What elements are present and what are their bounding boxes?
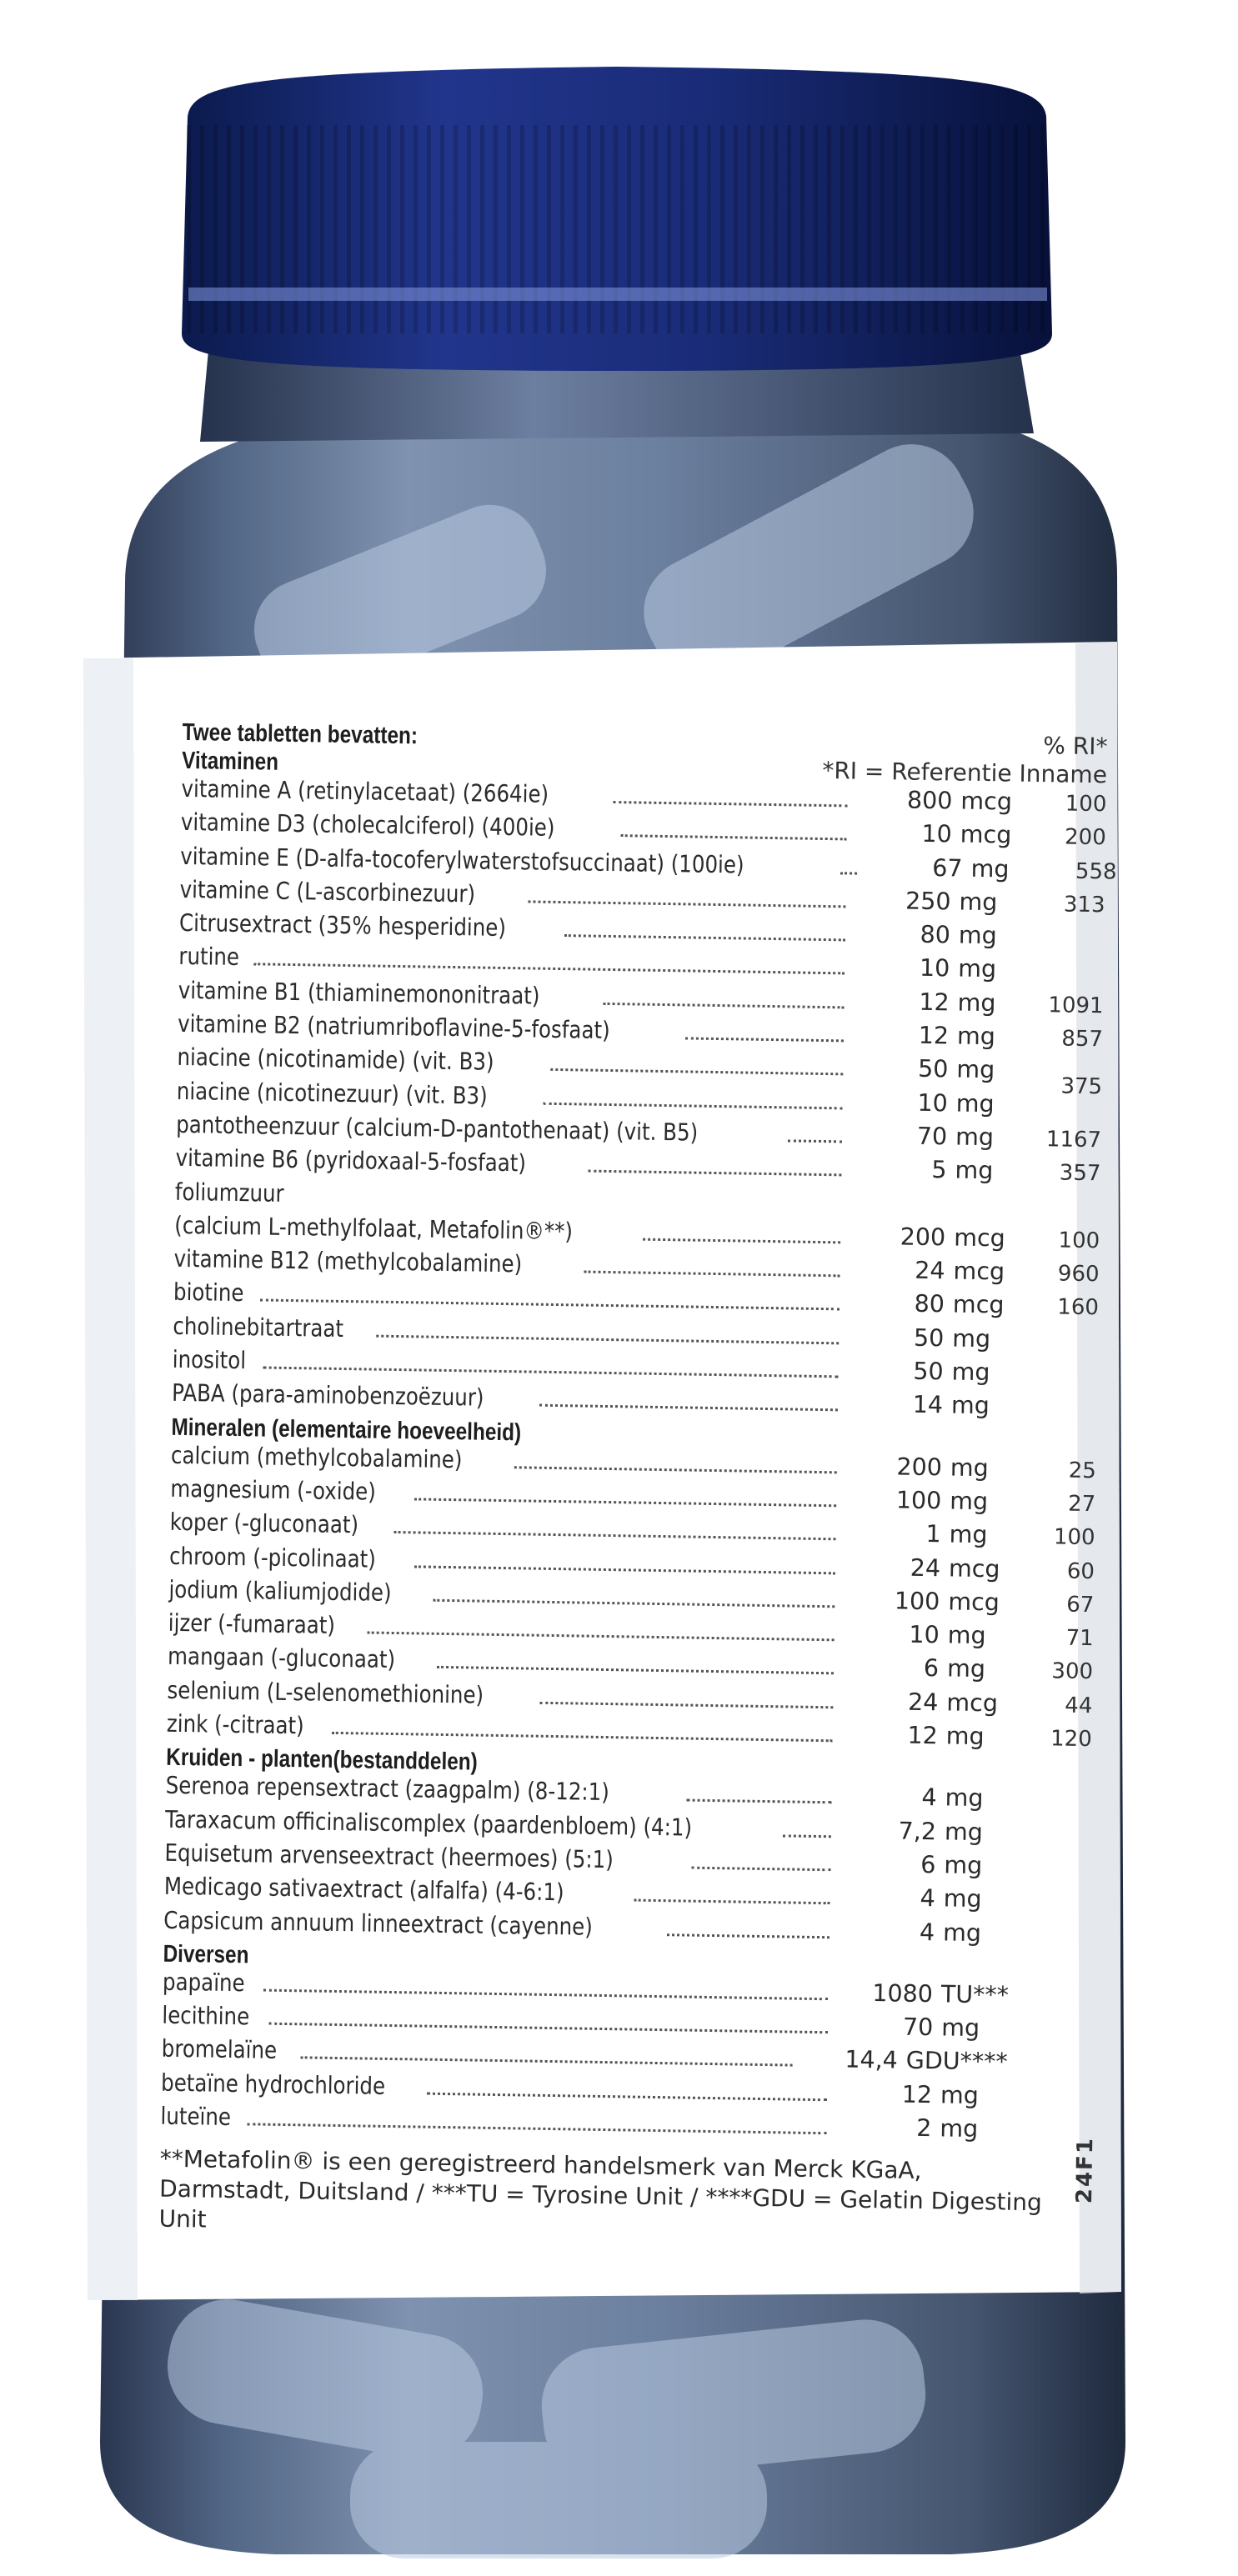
ingredient-name: ijzer (-fumaraat) xyxy=(168,1608,336,1640)
ingredient-unit: mg xyxy=(949,1487,989,1516)
ingredient-unit: mg xyxy=(942,1918,982,1947)
ingredient-name: koper (-gluconaat) xyxy=(169,1508,359,1539)
ingredient-ri xyxy=(1018,1414,1097,1415)
dot-leader xyxy=(564,934,845,941)
ingredient-name: selenium (L-selenomethionine) xyxy=(167,1676,484,1709)
ingredient-amount: 200 xyxy=(896,1453,943,1481)
ingredient-unit xyxy=(946,1212,1021,1213)
ingredient-name: papaïne xyxy=(162,1968,245,1998)
dot-leader xyxy=(588,1170,841,1177)
dot-leader xyxy=(686,1799,831,1804)
dot-leader xyxy=(433,1599,835,1608)
ingredient-amount: 67 xyxy=(932,853,963,883)
ingredient-amount: 80 xyxy=(914,1290,945,1318)
dot-leader xyxy=(539,1404,838,1412)
ingredient-unit: mg xyxy=(958,955,997,983)
intro-heading: Twee tabletten bevatten: xyxy=(182,718,419,750)
ingredient-unit: mg xyxy=(944,1851,983,1880)
ingredient-unit: mg xyxy=(956,1022,996,1051)
section-title: Mineralen (elementaire hoeveelheid) xyxy=(171,1413,522,1447)
ingredient-amount: 1 xyxy=(925,1520,941,1548)
ingredient-amount: 4 xyxy=(921,1783,937,1812)
dot-leader xyxy=(550,1068,843,1076)
ingredient-unit: mcg xyxy=(952,1290,1005,1319)
ingredient-amount: 2 xyxy=(916,2113,932,2143)
ingredient-ri: 200 xyxy=(1064,824,1107,851)
dot-leader xyxy=(248,2123,827,2134)
dot-leader xyxy=(783,1834,831,1838)
ingredient-name: Equisetum arvenseextract (heermoes) (5:1) xyxy=(164,1838,614,1874)
dot-leader xyxy=(840,872,857,874)
ingredient-amount: 14,4 xyxy=(845,2045,899,2074)
dot-leader xyxy=(427,2092,827,2101)
ingredient-unit: mg xyxy=(959,888,998,917)
dot-leader xyxy=(263,1988,828,2000)
ingredient-ri xyxy=(1011,1840,1090,1841)
ingredient-name: luteïne xyxy=(160,2102,232,2131)
ingredient-ri: 300 xyxy=(1051,1658,1094,1685)
ingredient-name: niacine (nicotinamide) (vit. B3) xyxy=(177,1043,494,1077)
dot-leader xyxy=(414,1565,835,1574)
ingredient-name: vitamine B1 (thiaminemononitraat) xyxy=(178,976,540,1010)
ingredient-amount: 24 xyxy=(910,1553,941,1582)
ingredient-name: niacine (nicotinezuur) (vit. B3) xyxy=(176,1077,488,1110)
ingredient-ri: 100 xyxy=(1053,1524,1095,1551)
ingredient-unit: mg xyxy=(945,1722,985,1751)
ingredient-unit: mg xyxy=(940,2114,979,2143)
ingredient-name: pantotheenzuur (calcium-D-pantothenaat) (vit. B5) xyxy=(175,1110,699,1147)
dot-leader xyxy=(514,1466,837,1473)
ingredient-amount: 10 xyxy=(917,1088,949,1118)
ingredient-amount: 1080 xyxy=(872,1978,934,2008)
ingredient-amount: 10 xyxy=(921,820,953,848)
ingredient-name: Serenoa repensextract (zaagpalm) (8-12:1) xyxy=(165,1772,610,1807)
ingredient-amount: 70 xyxy=(902,2013,934,2042)
ingredient-amount: 80 xyxy=(920,920,951,949)
ingredient-ri: 960 xyxy=(1057,1261,1100,1288)
ingredient-amount: 24 xyxy=(907,1688,939,1716)
ingredient-name: chroom (-picolinaat) xyxy=(168,1542,377,1573)
ingredient-ri: 357 xyxy=(1059,1160,1101,1187)
ingredient-unit: mg xyxy=(950,1391,990,1420)
ingredient-unit: mg xyxy=(940,2081,980,2109)
ingredient-name: cholinebitartraat xyxy=(173,1312,344,1343)
ingredient-sections xyxy=(160,747,1117,2151)
ingredient-name: Capsicum annuum linneextract (cayenne) xyxy=(163,1906,594,1941)
ingredient-name: betaïne hydrochloride xyxy=(160,2068,386,2100)
ingredient-ri xyxy=(1007,2103,1086,2104)
dot-leader xyxy=(788,1139,842,1143)
ingredient-name: rutine xyxy=(178,943,240,972)
ingredient-unit: GDU**** xyxy=(905,2047,1008,2077)
ingredient-name: inositol xyxy=(172,1345,247,1375)
dot-leader xyxy=(268,2023,828,2034)
ingredient-unit: mg xyxy=(945,1783,984,1813)
ingredient-amount: 12 xyxy=(918,1021,950,1050)
ingredient-amount: 10 xyxy=(909,1620,940,1649)
ingredient-amount: 4 xyxy=(919,1918,935,1946)
ingredient-amount: 10 xyxy=(919,954,950,983)
ingredient-unit: mcg xyxy=(948,1588,1000,1617)
ingredient-amount: 24 xyxy=(915,1256,945,1285)
dot-leader xyxy=(667,1933,830,1938)
dot-leader xyxy=(620,834,846,840)
ingredient-name: calcium (methylcobalamine) xyxy=(170,1441,463,1473)
ingredient-unit: mg xyxy=(944,1818,984,1846)
ingredient-unit: mg xyxy=(949,1520,988,1549)
ingredient-unit: mg xyxy=(955,1156,994,1185)
ingredient-ri: 71 xyxy=(1065,1625,1094,1652)
ingredient-ri: 857 xyxy=(1061,1026,1104,1053)
ingredient-name: Citrusextract (35% hesperidine) xyxy=(178,909,507,943)
ingredient-name: vitamine B2 (natriumriboflavine-5-fosfaat) xyxy=(177,1009,610,1045)
ingredient-unit: mcg xyxy=(953,1257,1005,1286)
ingredient-name: zink (-citraat) xyxy=(166,1709,304,1740)
ingredient-unit: mg xyxy=(955,1123,995,1152)
dot-leader xyxy=(604,1003,845,1009)
ingredient-ri: 27 xyxy=(1067,1491,1096,1518)
ingredient-ri xyxy=(1011,1807,1090,1808)
dot-leader xyxy=(331,1732,832,1742)
niacin-combined-ri: 375 xyxy=(1060,1073,1103,1100)
dot-leader xyxy=(529,900,846,908)
ingredient-name: Taraxacum officinaliscomplex (paardenbloem) (4:1) xyxy=(164,1805,693,1842)
ingredient-unit: mg xyxy=(955,1089,995,1118)
dot-leader xyxy=(614,801,848,807)
ingredient-name: PABA (para-aminobenzoëzuur) xyxy=(171,1379,484,1412)
ingredient-amount: 50 xyxy=(913,1357,944,1386)
ingredient-ri: 100 xyxy=(1065,791,1107,818)
dot-leader xyxy=(584,1271,840,1278)
dot-leader xyxy=(643,1238,841,1243)
dot-leader xyxy=(543,1102,842,1109)
dot-leader xyxy=(263,1367,838,1378)
dot-leader xyxy=(260,1299,840,1311)
ingredient-name: foliumzuur xyxy=(174,1178,284,1208)
ingredient-unit: mcg xyxy=(960,820,1012,849)
section-title: Kruiden - planten(bestanddelen) xyxy=(166,1744,479,1776)
ingredient-ri xyxy=(1023,1112,1102,1113)
dot-leader xyxy=(540,1701,834,1708)
ingredient-ri xyxy=(1019,1381,1098,1382)
ingredient-unit: mg xyxy=(956,1055,995,1084)
ingredient-name: vitamine B6 (pyridoxaal-5-fosfaat) xyxy=(175,1144,527,1178)
ingredient-unit: mg xyxy=(952,1324,991,1353)
ingredient-ri: 120 xyxy=(1050,1726,1093,1753)
ingredient-unit: mg xyxy=(957,988,996,1018)
dot-leader xyxy=(414,1498,836,1507)
ingredient-amount: 6 xyxy=(923,1654,940,1683)
ingredient-amount: 12 xyxy=(919,988,950,1017)
ingredient-amount: 12 xyxy=(901,2080,933,2108)
dot-leader xyxy=(367,1632,834,1642)
ingredient-unit: mcg xyxy=(946,1688,999,1718)
dot-leader xyxy=(437,1666,834,1674)
ingredient-ri: 44 xyxy=(1065,1693,1093,1718)
ingredient-amount: 50 xyxy=(913,1323,945,1353)
ingredient-ri: 1091 xyxy=(1048,993,1104,1019)
ingredient-name: lecithine xyxy=(162,2001,250,2031)
dot-leader xyxy=(691,1867,830,1872)
ingredient-amount: 4 xyxy=(920,1884,936,1913)
ingredient-ri xyxy=(1019,1347,1098,1348)
dot-leader xyxy=(394,1531,836,1540)
ingredient-ri: 313 xyxy=(1063,892,1105,918)
ingredient-name: biotine xyxy=(173,1278,244,1308)
dot-leader xyxy=(254,963,845,975)
nutrition-panel xyxy=(158,718,1117,2248)
ingredient-ri xyxy=(1025,944,1105,945)
ingredient-amount: 50 xyxy=(917,1055,949,1083)
ingredient-ri xyxy=(1008,2070,1087,2071)
ingredient-unit: mg xyxy=(946,1654,986,1683)
ingredient-unit: mg xyxy=(951,1358,990,1387)
ingredient-amount: 250 xyxy=(905,887,951,916)
ingredient-name: vitamine B12 (methylcobalamine) xyxy=(173,1244,523,1278)
supplement-label xyxy=(58,658,1125,2316)
ingredient-unit: TU*** xyxy=(940,1980,1010,2009)
ingredient-amount: 14 xyxy=(912,1391,944,1419)
ingredient-ri: 1167 xyxy=(1045,1127,1102,1153)
ingredient-name: vitamine D3 (cholecalciferol) (400ie) xyxy=(180,808,555,843)
ingredient-amount: 12 xyxy=(907,1721,939,1750)
ingredient-name: jodium (kaliumjodide) xyxy=(168,1575,392,1607)
batch-code: 24F1 xyxy=(1072,2136,1099,2204)
ingredient-name: mangaan (-gluconaat) xyxy=(167,1643,396,1674)
dot-leader xyxy=(300,2057,792,2067)
dot-leader xyxy=(634,1899,830,1905)
dot-leader xyxy=(685,1037,844,1042)
ingredient-ri: 558 xyxy=(1075,858,1117,885)
ri-note: *RI = Referentie Inname xyxy=(822,756,1108,789)
ingredient-unit: mg xyxy=(950,1453,989,1482)
ingredient-name: (calcium L-methylfolaat, Metafolin®**) xyxy=(174,1211,574,1246)
ingredient-amount: 5 xyxy=(931,1156,947,1184)
ingredient-ri: 60 xyxy=(1066,1558,1095,1584)
ingredient-name: vitamine E (D-alfa-tocoferylwaterstofsuccinaat) (100ie) xyxy=(180,842,744,879)
ingredient-unit: mcg xyxy=(948,1553,1000,1583)
ingredient-ri: 67 xyxy=(1065,1592,1095,1618)
ingredient-amount: 100 xyxy=(894,1587,940,1616)
ingredient-unit: mcg xyxy=(960,787,1013,816)
ingredient-unit: mg xyxy=(941,2013,980,2043)
ingredient-amount xyxy=(846,1210,946,1212)
ingredient-amount: 70 xyxy=(916,1122,948,1151)
ingredient-name: Medicago sativaextract (alfalfa) (4-6:1) xyxy=(163,1872,564,1907)
ingredient-unit: mg xyxy=(970,854,1010,883)
ingredient-amount: 6 xyxy=(920,1850,936,1879)
ingredient-amount: 7,2 xyxy=(898,1817,937,1845)
ingredient-amount: 100 xyxy=(895,1486,942,1515)
ingredient-unit: mg xyxy=(947,1621,986,1650)
ri-header: % RI* xyxy=(1043,732,1108,761)
ingredient-ri: 25 xyxy=(1068,1458,1097,1483)
ingredient-ri xyxy=(1010,1941,1089,1942)
ingredient-amount: 800 xyxy=(906,786,953,815)
ingredient-amount: 200 xyxy=(900,1223,946,1252)
ingredient-name: vitamine C (L-ascorbinezuur) xyxy=(179,875,476,908)
dot-leader xyxy=(376,1334,839,1344)
ingredient-ri xyxy=(1010,1874,1090,1875)
ingredient-unit: mcg xyxy=(953,1223,1005,1253)
ingredient-ri xyxy=(1008,2037,1087,2038)
ingredient-name: magnesium (-oxide) xyxy=(170,1474,377,1506)
ingredient-name: bromelaïne xyxy=(161,2035,278,2065)
ingredient-unit: mg xyxy=(958,921,998,950)
section-title: Diversen xyxy=(163,1940,249,1969)
ingredient-name: vitamine A (retinylacetaat) (2664ie) xyxy=(181,774,549,808)
footnote: **Metafolin® is een geregistreerd handelsmerk van Merck KGaA, Darmstadt, Duitsland / ***TU = Tyrosine Unit / ****GDU = Gelatin Digesting Unit xyxy=(158,2144,1043,2233)
section-title: Vitaminen xyxy=(181,747,279,776)
ingredient-unit: mg xyxy=(943,1884,982,1913)
ingredient-ri: 160 xyxy=(1057,1294,1100,1321)
ingredient-ri: 100 xyxy=(1058,1228,1100,1254)
